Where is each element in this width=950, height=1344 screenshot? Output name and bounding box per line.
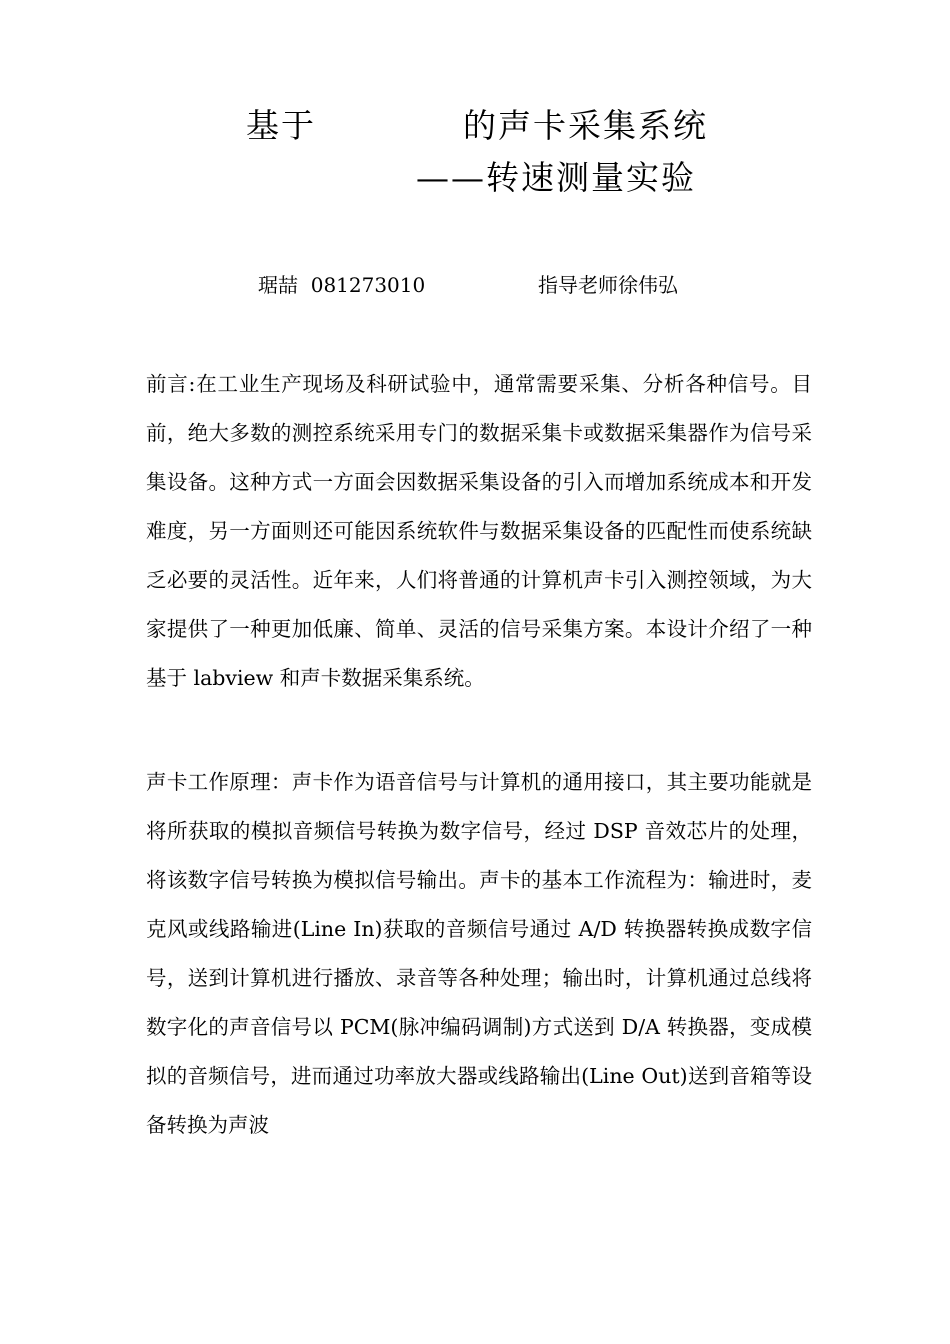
title — [0, 104, 950, 148]
paragraph-sound-card-principle: 声卡工作原理：声卡作为语音信号与计算机的通用接口，其主要功能就是将所获取的模拟音频信号转换为数字信号，经过 DSP 音效芯片的处理，将该数字信号转换为模拟信号输出。声卡的基本工作流程为：输进时，麦克风或线路输进(Line In)获取的音频信号通过 A/D 转换器转换成数字信号，送到计算机进行播放、录音等各种处理；输出时，计算机通过总线将数字化的声音信号以 PCM(脉冲编码调制)方式送到 D/A 转换器，变成模拟的音频信号，进而通过功率放大器或线路输出(Line Out)送到音箱等设备转换为声波 — [146, 770, 812, 1137]
title-part-left: 基于 — [246, 106, 316, 145]
title-part-right: 的声卡采集系统 — [463, 106, 708, 145]
subtitle: ——转速测量实验 — [416, 158, 696, 197]
author: 琚喆 081273010 — [258, 273, 426, 297]
byline — [0, 270, 950, 300]
advisor: 指导老师徐伟弘 — [538, 273, 678, 297]
paragraph-preface: 前言:在工业生产现场及科研试验中，通常需要采集、分析各种信号。目前，绝大多数的测控系统采用专门的数据采集卡或数据采集器作为信号采集设备。这种方式一方面会因数据采集设备的引入而增加系统成本和开发难度，另一方面则还可能因系统软件与数据采集设备的匹配性而使系统缺乏必要的灵活性。近年来，人们将普通的计算机声卡引入测控领域，为大家提供了一种更加低廉、简单、灵活的信号采集方案。本设计介绍了一种基于 labview 和声卡数据采集系统。 — [146, 372, 812, 690]
